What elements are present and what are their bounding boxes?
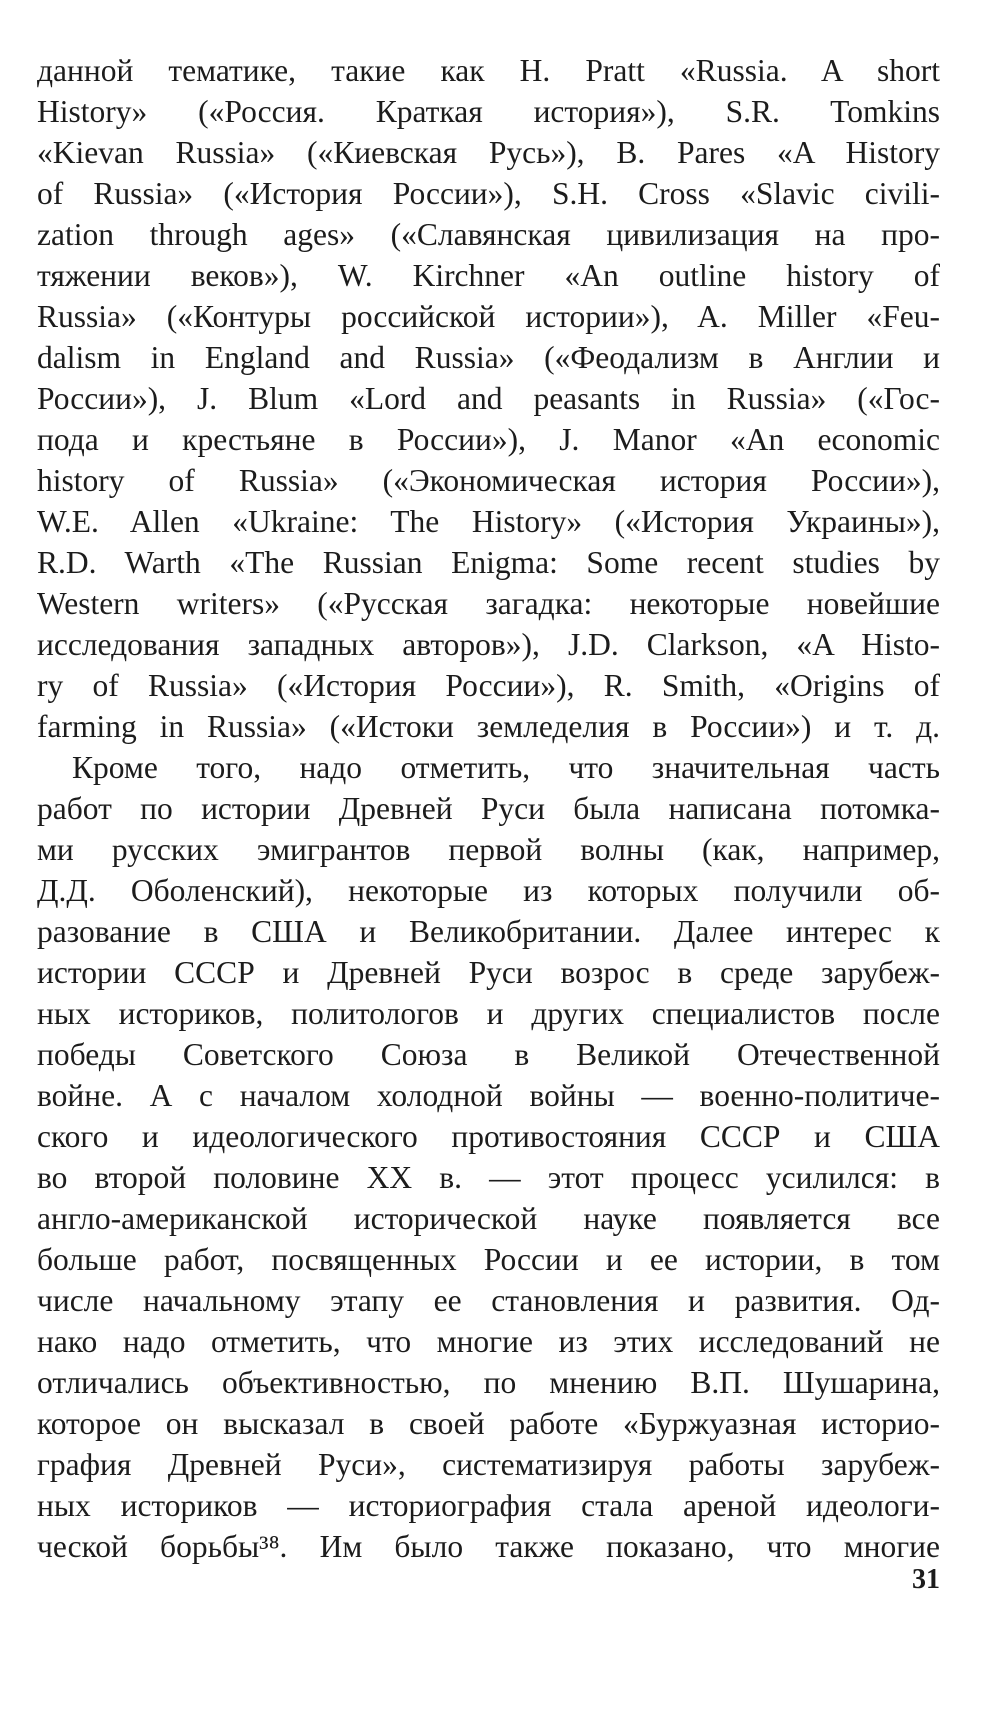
text-line: данной тематике, такие как H. Pratt «Russia. A short xyxy=(37,53,940,88)
text-line: графия Древней Руси», систематизируя работы зарубеж- xyxy=(37,1447,940,1482)
text-line: History» («Россия. Краткая история»), S.R. Tomkins xyxy=(37,94,940,129)
text-line: ry of Russia» («История России»), R. Smith, «Origins of xyxy=(37,668,940,703)
text-line: истории СССР и Древней Руси возрос в среде зарубеж- xyxy=(37,955,940,990)
text-line: которое он высказал в своей работе «Буржуазная историо- xyxy=(37,1406,940,1441)
text-line: ческой борьбы³⁸. Им было также показано, что многие xyxy=(37,1529,940,1564)
text-line: во второй половине XX в. — этот процесс усилился: в xyxy=(37,1160,940,1195)
text-line: числе начальному этапу ее становления и развития. Од- xyxy=(37,1283,940,1318)
text-line: history of Russia» («Экономическая история России»), xyxy=(37,463,940,498)
text-line: англо-американской исторической науке появляется все xyxy=(37,1201,940,1236)
text-line: нако надо отметить, что многие из этих исследований не xyxy=(37,1324,940,1359)
text-line: войне. А с началом холодной войны — военно-политиче- xyxy=(37,1078,940,1113)
text-line: ных историков, политологов и других специалистов после xyxy=(37,996,940,1031)
text-line: of Russia» («История России»), S.H. Cross «Slavic civili- xyxy=(37,176,940,211)
text-line: «Kievan Russia» («Киевская Русь»), B. Pares «A History xyxy=(37,135,940,170)
text-line: dalism in England and Russia» («Феодализм в Англии и xyxy=(37,340,940,375)
text-line: России»), J. Blum «Lord and peasants in Russia» («Гос- xyxy=(37,381,940,416)
text-line: пода и крестьяне в России»), J. Manor «An economic xyxy=(37,422,940,457)
text-line: Д.Д. Оболенский), некоторые из которых получили об- xyxy=(37,873,940,908)
text-line: farming in Russia» («Истоки земледелия в России») и т. д. xyxy=(37,709,940,744)
text-line: ных историков — историография стала ареной идеологи- xyxy=(37,1488,940,1523)
text-line: Кроме того, надо отметить, что значительная часть xyxy=(72,750,940,785)
page-number: 31 xyxy=(912,1564,940,1595)
text-line: Western writers» («Русская загадка: некоторые новейшие xyxy=(37,586,940,621)
text-line: работ по истории Древней Руси была написана потомка- xyxy=(37,791,940,826)
text-line: W.E. Allen «Ukraine: The History» («История Украины»), xyxy=(37,504,940,539)
text-line: тяжении веков»), W. Kirchner «An outline history of xyxy=(37,258,940,293)
text-line: Russia» («Контуры российской истории»), A. Miller «Feu- xyxy=(37,299,940,334)
text-line: R.D. Warth «The Russian Enigma: Some recent studies by xyxy=(37,545,940,580)
text-line: ского и идеологического противостояния СССР и США xyxy=(37,1119,940,1154)
text-line: отличались объективностью, по мнению В.П. Шушарина, xyxy=(37,1365,940,1400)
text-line: больше работ, посвященных России и ее истории, в том xyxy=(37,1242,940,1277)
body-text xyxy=(37,50,940,1567)
text-line: победы Советского Союза в Великой Отечественной xyxy=(37,1037,940,1072)
text-line: разование в США и Великобритании. Далее интерес к xyxy=(37,914,940,949)
text-line: исследования западных авторов»), J.D. Clarkson, «A Histo- xyxy=(37,627,940,662)
text-line: ми русских эмигрантов первой волны (как, например, xyxy=(37,832,940,867)
text-line: zation through ages» («Славянская цивилизация на про- xyxy=(37,217,940,252)
